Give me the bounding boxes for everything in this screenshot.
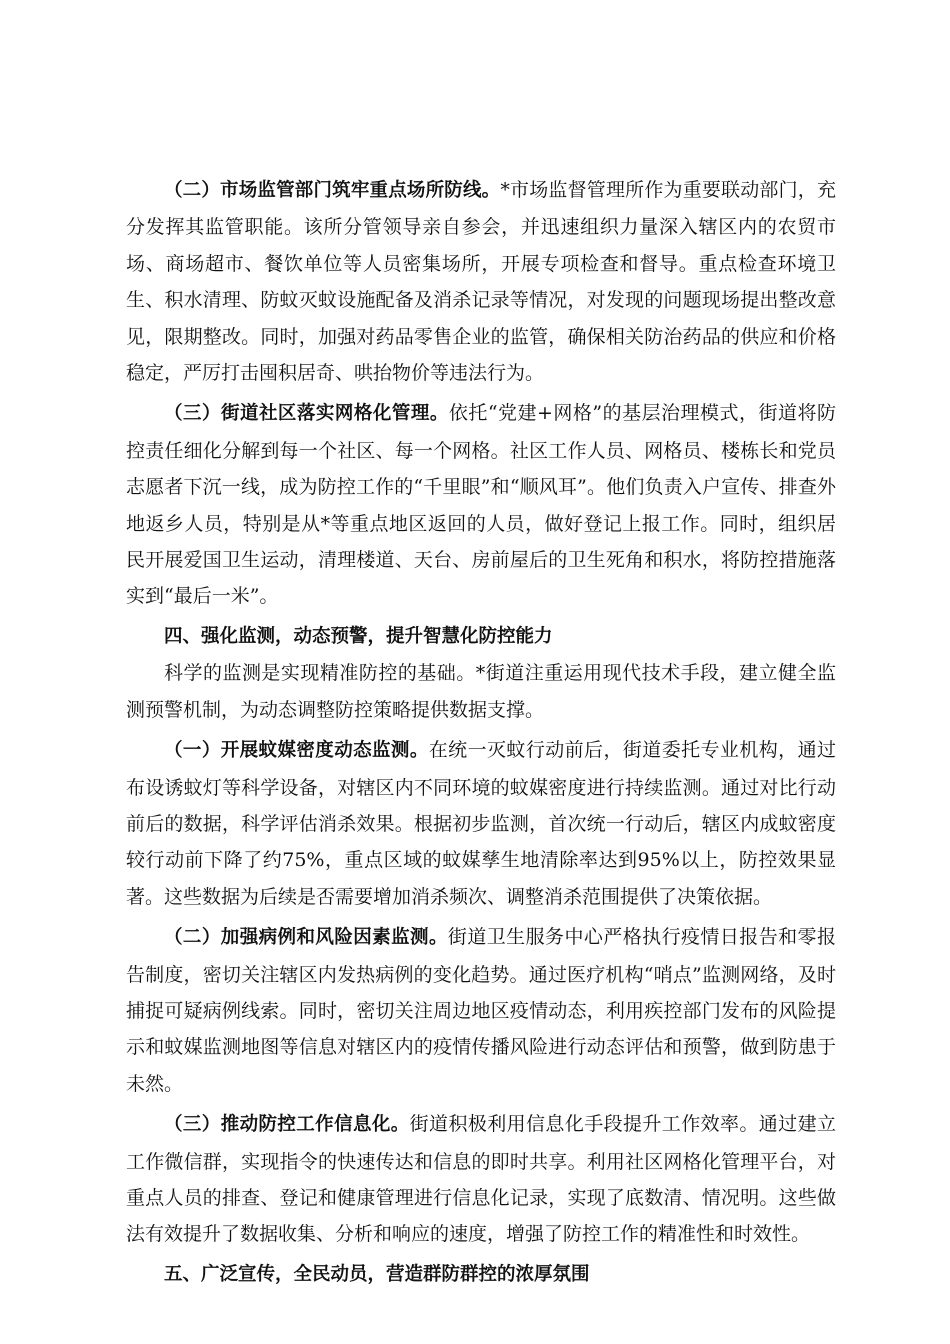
paragraph-lead: （三）推动防控工作信息化。 [164, 1114, 410, 1136]
paragraph-lead: （三）街道社区落实网格化管理。 [164, 403, 449, 425]
paragraph-text: *市场监督管理所作为重要联动部门，充分发挥其监管职能。该所分管领导亲自参会，并迅速组织力量深入辖区内的农贸市场、商场超市、餐饮单位等人员密集场所，开展专项检查和督导。重点检查环境卫生、积水清理、防蚊灭蚊设施配备及消杀记录等情况，对发现的问题现场提出整改意见，限期整改。同时，加强对药品零售企业的监管，确保相关防治药品的供应和价格稳定，严厉打击囤积居奇、哄抬物价等违法行为。 [126, 179, 836, 385]
section-heading-publicity: 五、广泛宣传，全民动员，营造群防群控的浓厚氛围 [164, 1263, 590, 1285]
paragraph-lead: （二）市场监管部门筑牢重点场所防线。 [164, 180, 501, 201]
paragraph-mosquito-density [126, 732, 836, 915]
paragraph-text: 街道卫生服务中心严格执行疫情日报告和零报告制度，密切关注辖区内发热病例的变化趋势。通过医疗机构“哨点”监测网络，及时捕捉可疑病例线索。同时，密切关注周边地区疫情动态，利用疾控部门发布的风险提示和蚊媒监测地图等信息对辖区内的疫情传播风险进行动态评估和预警，做到防患于未然。 [126, 926, 836, 1095]
paragraph-monitoring-intro [126, 655, 836, 728]
section-heading-monitoring: 四、强化监测，动态预警，提升智慧化防控能力 [164, 625, 553, 647]
paragraph-text: 依托“党建+网格”的基层治理模式，街道将防控责任细化分解到每一个社区、每一个网格。社区工作人员、网格员、楼栋长和党员志愿者下沉一线，成为防控工作的“千里眼”和“顺风耳”。他们负责入户宣传、排查外地返乡人员，特别是从*等重点地区返回的人员，做好登记上报工作。同时，组织居民开展爱国卫生运动，清理楼道、天台、房前屋后的卫生死角和积水，将防控措施落实到“最后一米”。 [126, 402, 836, 608]
paragraph-lead: （一）开展蚊媒密度动态监测。 [164, 740, 429, 762]
paragraph-lead: （二）加强病例和风险因素监测。 [164, 927, 448, 949]
document-body [126, 172, 836, 1293]
paragraph-market-supervision [126, 172, 836, 391]
paragraph-text: 科学的监测是实现精准防控的基础。*街道注重运用现代技术手段，建立健全监测预警机制，为动态调整防控策略提供数据支撑。 [126, 662, 836, 721]
paragraph-grid-management [126, 395, 836, 614]
paragraph-case-monitoring [126, 919, 836, 1102]
paragraph-text: 街道积极利用信息化手段提升工作效率。通过建立工作微信群，实现指令的快速传达和信息的即时共享。利用社区网格化管理平台，对重点人员的排查、登记和健康管理进行信息化记录，实现了底数清、情况明。这些做法有效提升了数据收集、分析和响应的速度，增强了防控工作的精准性和时效性。 [126, 1113, 836, 1246]
paragraph-text: 在统一灭蚊行动前后，街道委托专业机构，通过布设诱蚊灯等科学设备，对辖区内不同环境的蚊媒密度进行持续监测。通过对比行动前后的数据，科学评估消杀效果。根据初步监测，首次统一行动后，辖区内成蚊密度较行动前下降了约75%，重点区域的蚊媒孳生地清除率达到95%以上，防控效果显著。这些数据为后续是否需要增加消杀频次、调整消杀范围提供了决策依据。 [126, 739, 836, 908]
paragraph-informatization [126, 1106, 836, 1253]
